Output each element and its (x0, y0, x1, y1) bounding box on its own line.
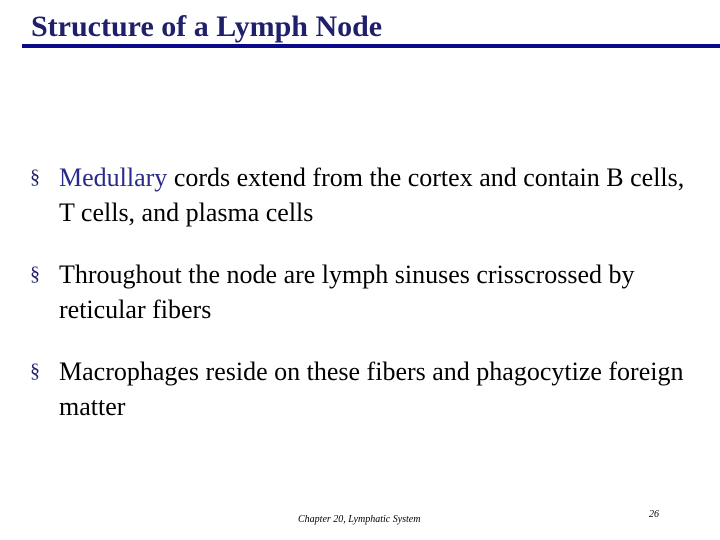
bullet-text: Macrophages reside on these fibers and phagocytize foreign matter (59, 357, 684, 421)
bullet-text: cords extend from the cortex and contain B cells, T cells, and plasma cells (59, 163, 685, 227)
bullet-text: Throughout the node are lymph sinuses crisscrossed by reticular fibers (59, 260, 635, 324)
bullet-item (30, 354, 702, 424)
bullet-marker-icon: § (30, 166, 40, 188)
bullet-marker-icon: § (30, 263, 40, 285)
slide-title: Structure of a Lymph Node (31, 10, 383, 43)
bullet-list (30, 160, 702, 451)
bullet-item (30, 257, 702, 327)
footer-text: Chapter 20, Lymphatic System (298, 514, 421, 525)
page-number: 26 (649, 509, 659, 520)
highlighted-term: Medullary (59, 163, 168, 192)
bullet-marker-icon: § (30, 360, 40, 382)
bullet-item (30, 160, 702, 230)
title-underline (22, 44, 720, 48)
